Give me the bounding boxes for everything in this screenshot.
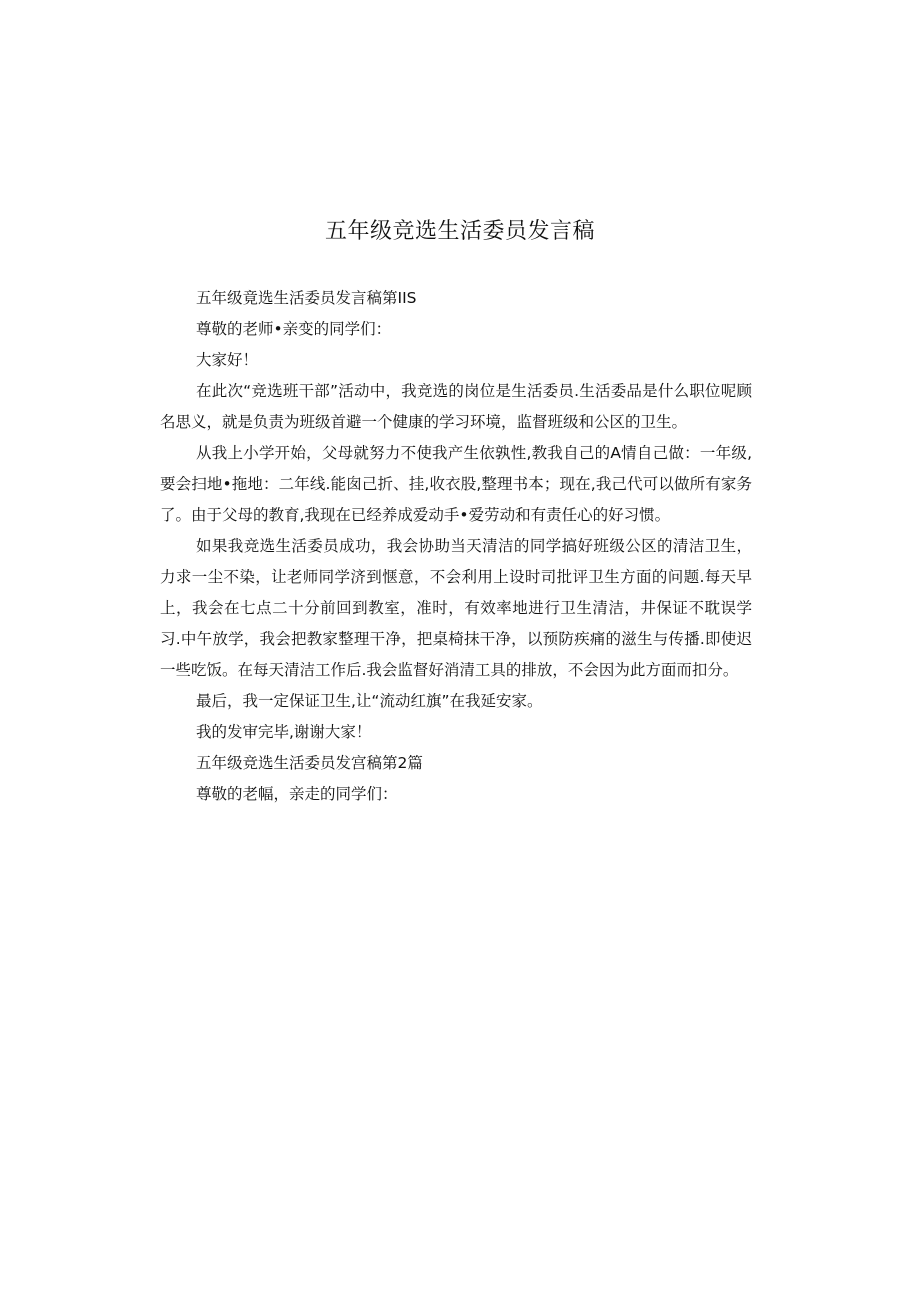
paragraph: 如果我竞选生活委员成功，我会协助当天清洁的同学搞好班级公区的清洁卫生，力求一尘不染，让老师同学济到惬意，不会利用上设时司批评卫生方面的问题.每天早上，我会在七点二十分前回到教室，准时，有效率地进行卫生清洁，井保证不耽误学习.中午放学，我会把教家整理干净，把桌椅抹干净，以预防疾痛的滋生与传播.即使迟一些吃饭。在每天清洁工作后.我会监督好消清工具的排放，不会因为此方面而扣分。 xyxy=(160,537,752,679)
paragraph: 在此次“竞选班干部”活动中，我竞选的岗位是生活委员.生活委品是什么职位呢顾名思义，就是负责为班级首避一个健康的学习环境，监督班级和公区的卫生。 xyxy=(160,382,752,431)
greeting: 大家好！ xyxy=(196,351,259,369)
paragraph: 从我上小学开始，父母就努力不使我产生依孰性,教我自己的A情自己做：一年级,要会扫地•拖地：二年线.能囱己折、挂,收衣股,整理书本；现在,我己代可以做所有家务了。由于父母的教育,我现在已经养成爱动手•爱劳动和有责任心的好习惯。 xyxy=(160,444,752,524)
document-body xyxy=(160,283,752,810)
paragraph: 最后，我一定保证卫生,让“流动红旗”在我延安家。 xyxy=(196,692,543,710)
salutation: 尊敬的老幅，亲走的同学们： xyxy=(196,785,398,803)
document-title: 五年级竞选生活委员发言稿 xyxy=(324,219,595,244)
section-heading: 五年级竞选生活委员发宫稿第2篇 xyxy=(196,754,423,772)
salutation: 尊敬的老师•亲变的同学们： xyxy=(196,320,392,338)
section-heading: 五年级竟选生活委员发言稿第IIS xyxy=(196,289,417,307)
closing: 我的发审完毕,谢谢大家！ xyxy=(196,723,372,741)
